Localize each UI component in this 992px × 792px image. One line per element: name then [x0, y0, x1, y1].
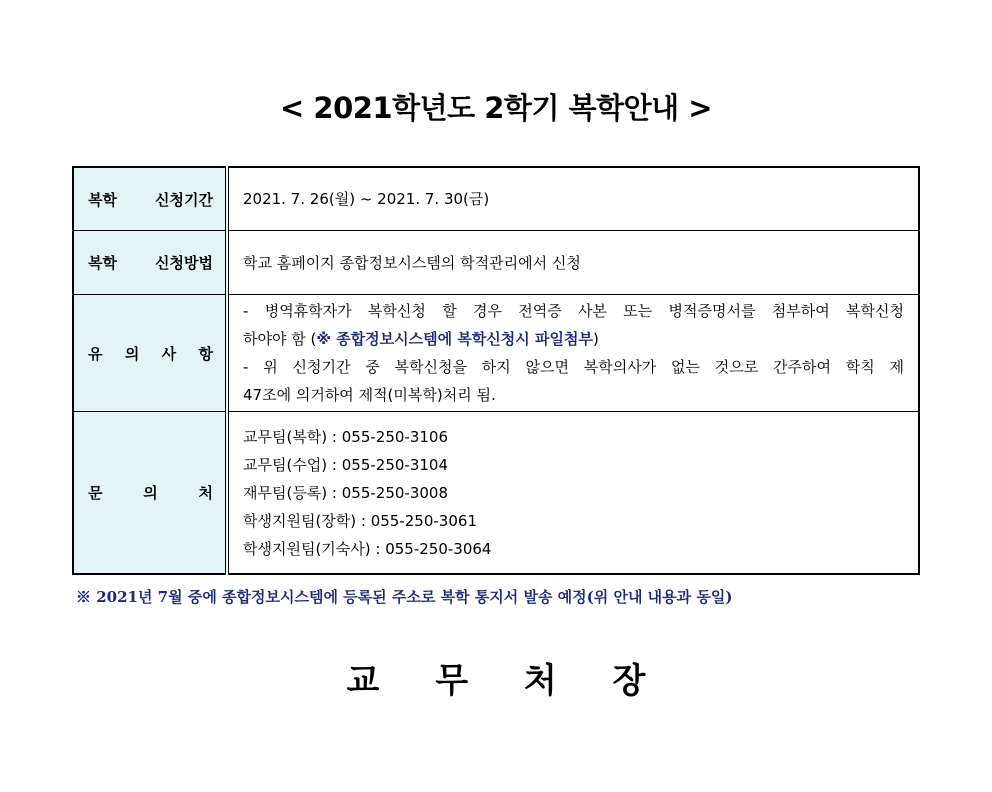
- method-label: [73, 231, 227, 295]
- contact-label-char: 의: [143, 484, 158, 502]
- contact-value: [227, 412, 919, 575]
- footnote: ※ 2021년 7월 중에 종합정보시스템에 등록된 주소로 복학 통지서 발송 예정(위 안내 내용과 동일): [76, 588, 733, 606]
- note-line-1: - 병역휴학자가 복학신청 할 경우 전역증 사본 또는 병적증명서를 첨부하여 복학신청: [243, 302, 904, 320]
- method-value: 학교 홈페이지 종합정보시스템의 학적관리에서 신청: [227, 231, 919, 295]
- contact-label-char: 문: [88, 484, 103, 502]
- method-label-part: 복학: [88, 254, 117, 272]
- contact-label-char: 처: [198, 484, 213, 502]
- notes-label-char: 사: [161, 344, 177, 363]
- contact-line: 재무팀(등록) : 055-250-3008: [243, 483, 449, 502]
- note-line-4: 47조에 의거하여 제적(미복학)처리 됨.: [243, 386, 496, 404]
- notes-label-char: 유: [88, 344, 103, 363]
- table-row-method: [73, 231, 919, 295]
- table-row-period: [73, 167, 919, 231]
- notes-label: [73, 295, 227, 412]
- period-label: [73, 167, 227, 231]
- document-title: < 2021학년도 2학기 복학안내 >: [280, 91, 712, 125]
- note-line-3: - 위 신청기간 중 복학신청을 하지 않으면 복학의사가 없는 것으로 간주하여 학칙 제: [243, 358, 904, 376]
- contact-line: 학생지원팀(장학) : 055-250-3061: [243, 511, 477, 530]
- contact-line: 교무팀(복학) : 055-250-3106: [243, 427, 449, 446]
- notes-label-char: 의: [124, 344, 140, 363]
- period-label-part: 복학: [88, 190, 117, 209]
- method-label-part: 신청방법: [155, 254, 213, 272]
- notes-value: [227, 295, 919, 412]
- contact-line: 학생지원팀(기숙사) : 055-250-3064: [243, 539, 492, 558]
- note-line-2-prefix: 하야야 함 (: [243, 330, 317, 348]
- info-table: [72, 166, 920, 575]
- table-row-contact: [73, 412, 919, 575]
- contact-label: [73, 412, 227, 575]
- note-emphasis: ※ 종합정보시스템에 복학신청시 파일첨부: [316, 330, 593, 348]
- period-value: 2021. 7. 26(월) ~ 2021. 7. 30(금): [227, 167, 919, 231]
- table-row-notes: [73, 295, 919, 412]
- signature: 교 무 처 장: [346, 661, 668, 701]
- contact-line: 교무팀(수업) : 055-250-3104: [243, 455, 449, 474]
- note-line-2: [243, 325, 904, 353]
- notes-label-char: 항: [198, 344, 213, 363]
- note-line-2-suffix: ): [592, 330, 599, 348]
- period-label-part: 신청기간: [155, 190, 213, 209]
